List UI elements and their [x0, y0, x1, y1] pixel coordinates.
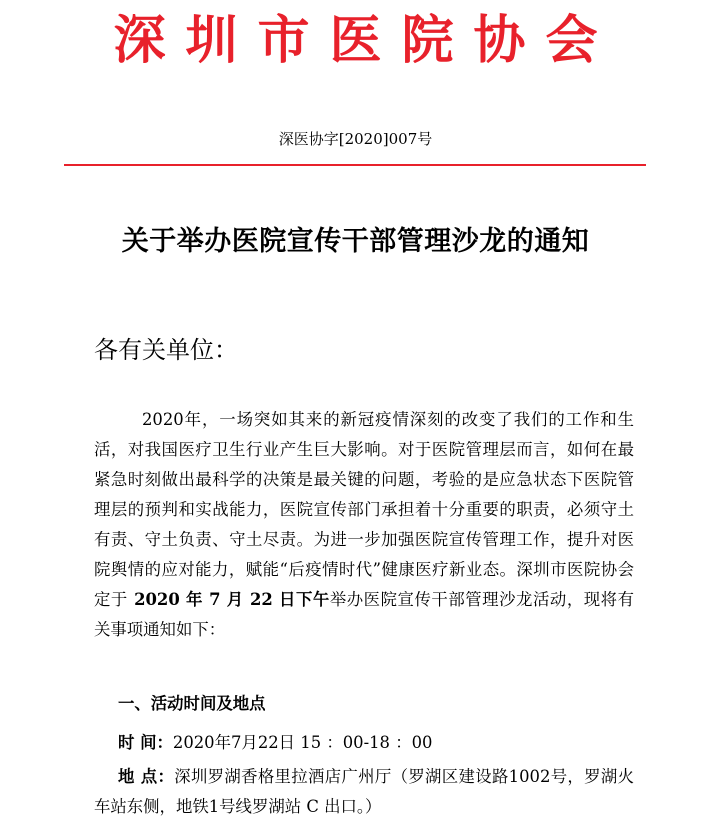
- salutation: 各有关单位：: [94, 336, 238, 364]
- org-header: 深圳市医院协会: [113, 11, 618, 71]
- intro-text-part2: 举办医院宣传干部管理沙龙活动，现将有关事项通知如下：: [94, 590, 634, 639]
- place-value: 深圳罗湖香格里拉酒店广州厅（罗湖区建设路1002号，罗湖火车站东侧，地铁1号线罗湖站 C 出口。）: [94, 767, 634, 816]
- document-title: 关于举办医院宣传干部管理沙龙的通知: [121, 226, 590, 257]
- time-label: 时 间：: [118, 733, 173, 752]
- event-place-line: [94, 762, 634, 822]
- time-value: 2020年7月22日 15 ：00-18 ：00: [172, 733, 433, 752]
- red-divider: [64, 164, 646, 166]
- intro-date-bold: 2020 年 7 月 22 日下午: [127, 590, 330, 609]
- event-time-line: [118, 728, 432, 758]
- intro-text-part1: 2020年，一场突如其来的新冠疫情深刻的改变了我们的工作和生活，对我国医疗卫生行业产生巨大影响。对于医院管理层而言，如何在最紧急时刻做出最科学的决策是最关键的问题，考验的是应急状态下医院管理层的预判和实战能力，医院宣传部门承担着十分重要的职责，必须守土有责、守土负责、守土尽责。为进一步加强医院宣传管理工作，提升对医院舆情的应对能力，赋能“后疫情时代”健康医疗新业态。深圳市医院协会定于: [94, 410, 634, 609]
- intro-paragraph: [94, 405, 634, 645]
- place-label: 地 点：: [118, 767, 175, 786]
- section-heading-time-place: 一、活动时间及地点: [118, 694, 266, 713]
- document-number: 深医协字[2020]007号: [278, 130, 433, 148]
